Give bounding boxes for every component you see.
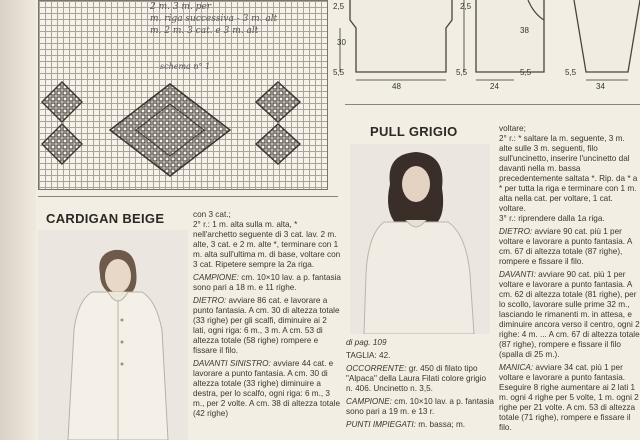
divider: [345, 104, 640, 105]
page-gutter: [0, 0, 36, 440]
pull-text-col: [346, 338, 494, 430]
dim-label: 34: [596, 82, 605, 91]
davanti-label: DAVANTI:: [499, 270, 536, 279]
manica-text: avviare 34 cat. più 1 per voltare e lavorare a punto fantasia. Eseguire 8 righe aumentare ai 2 lati 1 m. ogni 4 righe per 5 volte, 1 m. ogni 2 righe per 21 volte. A cm. 53 di altezza totale (71 righe), rompere e fissare il filo.: [499, 363, 639, 432]
punti-text: m. bassa; m.: [418, 420, 466, 429]
dim-label: 2,5: [460, 2, 472, 11]
davanti-text: avviare 44 cat. e lavorare a punto fantasia. A cm. 30 di altezza totale (33 righe) diminuire a destra, per lo scalfo, ogni riga: 6 m., 3 m., per 2 volte. A cm. 38 di altezza totale (42 righe): [193, 359, 340, 418]
dim-label: 2,5: [333, 2, 345, 11]
cardigan-para: con 3 cat.;: [193, 210, 231, 219]
davanti-label: DAVANTI SINISTRO:: [193, 359, 271, 368]
dim-label: 5,5: [456, 68, 468, 77]
punti-label: PUNTI IMPIEGATI:: [346, 420, 416, 429]
pull-taglia: TAGLIA: 42.: [346, 351, 391, 360]
dietro-label: DIETRO:: [193, 296, 227, 305]
dietro-label: DIETRO:: [499, 227, 533, 236]
dim-label: 48: [392, 82, 401, 91]
garment-schematics: [328, 0, 640, 100]
cardigan-para: 2° r.: 1 m. alta sulla m. alta, * nell'archetto seguente di 3 cat. lav. 2 m. alte, 3 cat. e 2 m. alte *, terminare con 1 m. alta sull'ultima m. di base, voltare con 3 cat. Ripetere sempre la 2a riga.: [193, 220, 341, 269]
right-para: 2° r.: * saltare la m. seguente, 3 m. alte sulle 3 m. seguenti, filo sull'uncinetto, inserire l'uncinetto dal davanti nella m. bassa precedentemente saltata *. Rip. da * a * per tutta la riga e terminare con 1 m. alta nella cat. per voltare, 1 cat. voltare.: [499, 134, 638, 213]
model-illustration: [38, 230, 188, 440]
cardigan-photo: [38, 230, 188, 440]
campione-label: CAMPIONE:: [346, 397, 392, 406]
dim-label: 24: [490, 82, 499, 91]
dim-label: 38: [520, 26, 529, 35]
chart-motif-label: schema n° 1: [160, 62, 211, 71]
chart-note-1: 2 m. 3 m. per: [150, 2, 212, 12]
campione-text: cm. 10×10 lav. a p. fantasia sono pari a 19 m. e 13 r.: [346, 397, 494, 416]
right-para: 3° r.: riprendere dalla 1a riga.: [499, 214, 605, 223]
chart-note-3: m. 2 m. 3 cat. e 3 m. alt: [150, 26, 259, 36]
dim-label: 30: [337, 38, 346, 47]
pull-page-ref: di pag. 109: [346, 338, 387, 347]
divider: [38, 196, 338, 197]
model-illustration: [350, 144, 490, 334]
dietro-text: avviare 90 cat. più 1 per voltare e lavorare a punto fantasia. A cm. 67 di altezza totale (87 righe), rompere e fissare il filo.: [499, 227, 632, 266]
pull-photo: [350, 144, 490, 334]
campione-label: CAMPIONE:: [193, 273, 239, 282]
manica-label: MANICA:: [499, 363, 534, 372]
davanti-text: avviare 90 cat. più 1 per voltare e lavorare a punto fantasia. A cm. 62 di altezza totale (81 righe), per lo scollo, lavorare sulle prime 32 m., lasciando le rimanenti m. in attesa, e diminuire ancora verso il centro, ogni 2 righe: 4 m. ... A cm. 67 di altezza totale (87 righe), rompere e fissare il filo (spalla di 25 m.).: [499, 270, 640, 359]
campione-text: cm. 10×10 lav. a p. fantasia sono pari a 18 m. e 11 righe.: [193, 273, 341, 292]
dim-label: 5,5: [333, 68, 345, 77]
dietro-text: avviare 86 cat. e lavorare a punto fantasia. A cm. 30 di altezza totale (33 righe) per gli scalfi, diminuire ai 2 lati, ogni riga: 6 m., 3 m. A cm. 53 di altezza totale (58 righe) rompere e fissare il filo.: [193, 296, 340, 355]
dim-label: 5,5: [565, 68, 577, 77]
occorrente-label: OCCORRENTE:: [346, 364, 407, 373]
right-para: voltare;: [499, 124, 526, 133]
dim-label: 5,5: [520, 68, 532, 77]
cardigan-text-col: [193, 210, 341, 419]
chart-note-2: m. riga successiva - 3 m. alt: [150, 14, 278, 24]
occorrente-text: gr. 450 di filato tipo "Alpaca" della Laura Filati colore grigio n. 406. Uncinetto n. 3,5.: [346, 364, 487, 393]
pull-title: PULL GRIGIO: [370, 124, 458, 139]
chart-motifs: [38, 0, 328, 190]
cardigan-title: CARDIGAN BEIGE: [46, 211, 165, 226]
right-text-col: [499, 124, 640, 433]
